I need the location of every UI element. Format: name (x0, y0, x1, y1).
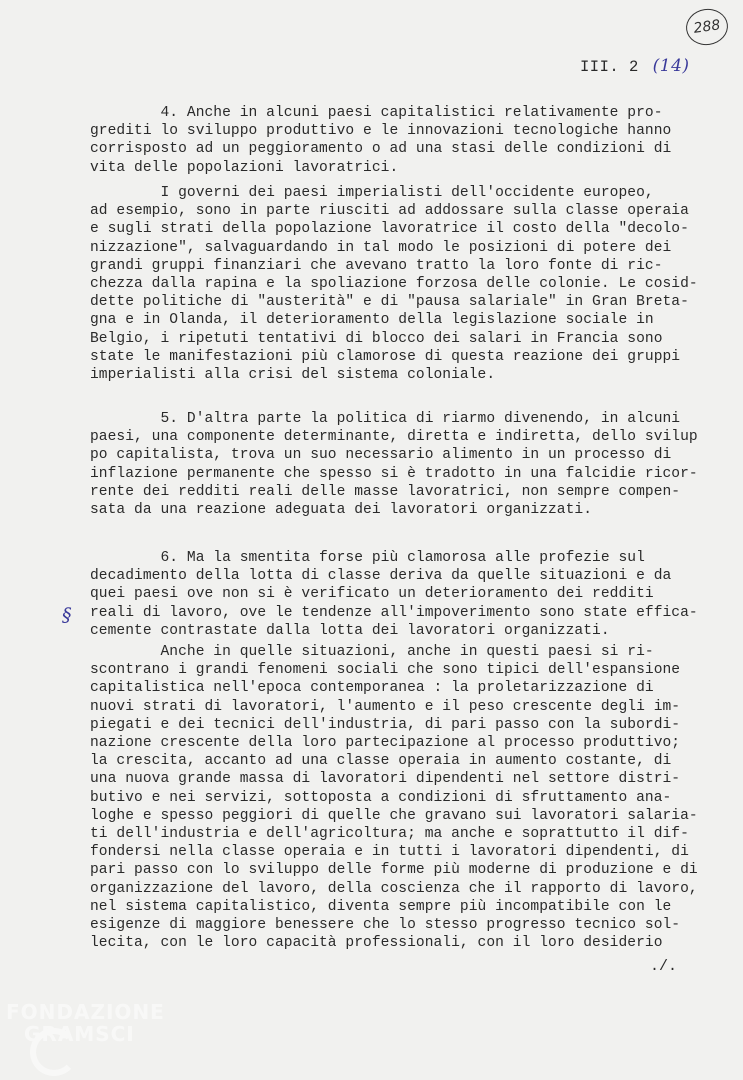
text-line: po capitalista, trova un suo necessario alimento in un processo di (90, 447, 672, 464)
watermark-line-1: FONDAZIONE (6, 1000, 165, 1024)
text-line: chezza dalla rapina e la spoliazione forzosa delle colonie. Le cosid- (90, 276, 698, 293)
text-line: la crescita, accanto ad una classe operaia in aumento costante, di (90, 753, 672, 770)
foundation-watermark (6, 1000, 216, 1070)
text-line: nazione crescente della loro partecipazione al processo produttivo; (90, 735, 681, 752)
text-line: e sugli strati della popolazione lavoratrice il costo della "decolo- (90, 221, 689, 238)
text-line: paesi, una componente determinante, diretta e indiretta, dello svilup (90, 429, 698, 446)
text-line: nizzazione", salvaguardando in tal modo le posizioni di potere dei (90, 239, 672, 256)
continuation-mark: ./. (650, 958, 678, 975)
text-line: gna e in Olanda, il deterioramento della legislazione sociale in (90, 312, 654, 329)
text-line: 6. Ma la smentita forse più clamorosa alle profezie sul (90, 550, 645, 566)
handwritten-page-number: (14) (652, 56, 690, 76)
text-line: organizzazione del lavoro, della coscienza che il rapporto di lavoro, (90, 880, 698, 897)
text-line: scontrano i grandi fenomeni sociali che sono tipici dell'espansione (90, 662, 681, 679)
text-line: capitalistica nell'epoca contemporanea : la proletarizzazione di (90, 680, 654, 697)
handwritten-margin-mark: § (62, 604, 72, 626)
text-line: butivo e nei servizi, sottoposta a condizioni di sfruttamento ana- (90, 789, 672, 806)
text-line: grediti lo sviluppo produttivo e le innovazioni tecnologiche hanno (90, 123, 672, 140)
text-line: inflazione permanente che spesso si è tradotto in una falcidie ricor- (90, 465, 698, 482)
text-line: fondersi nella classe operaia e in tutti i lavoratori dipendenti, di (90, 844, 689, 861)
text-line: ti dell'industria e dell'agricoltura; ma anche e soprattutto il dif- (90, 826, 689, 843)
text-line: grandi gruppi finanziari che avevano tratto la loro fonte di ric- (90, 257, 663, 274)
text-line: esigenze di maggiore benessere che lo stesso progresso tecnico sol- (90, 917, 681, 934)
reference-code: III. 2 (580, 58, 639, 76)
text-line: loghe e spesso peggiori di quelle che gravano sui lavoratori salaria- (90, 807, 698, 824)
text-line: ad esempio, sono in parte riusciti ad addossare sulla classe operaia (90, 203, 689, 220)
paragraph-5 (90, 410, 702, 519)
text-line: sata da una reazione adeguata dei lavoratori organizzati. (90, 502, 593, 519)
text-line: 5. D'altra parte la politica di riarmo divenendo, in alcuni (90, 411, 681, 427)
watermark-line-2: GRAMSCI (24, 1022, 135, 1046)
text-line: piegati e dei tecnici dell'industria, di pari passo con la subordi- (90, 716, 681, 733)
archive-stamp: 288 (684, 6, 731, 47)
text-line: cemente contrastate dalla lotta dei lavoratori organizzati. (90, 622, 610, 639)
watermark-logo-icon (30, 1028, 78, 1076)
text-line: quei paesi ove non si è verificato un deterioramento dei redditi (90, 586, 654, 603)
text-line: rente dei redditi reali delle masse lavoratrici, non sempre compen- (90, 483, 681, 500)
text-line: nuovi strati di lavoratori, l'aumento e il peso crescente degli im- (90, 698, 681, 715)
paragraph-4-continued (90, 184, 702, 384)
text-line: reali di lavoro, ove le tendenze all'impoverimento sono state effica- (90, 604, 698, 621)
text-line: pari passo con lo sviluppo delle forme più moderne di produzione e di (90, 862, 698, 879)
text-line: imperialisti alla crisi del sistema coloniale. (90, 367, 496, 384)
paragraph-6-continued (90, 643, 702, 952)
text-line: vita delle popolazioni lavoratrici. (90, 159, 399, 176)
text-line: nel sistema capitalistico, diventa sempre più incompatibile con le (90, 898, 672, 915)
text-line: decadimento della lotta di classe deriva da quelle situazioni e da (90, 568, 672, 585)
text-line: una nuova grande massa di lavoratori dipendenti nel settore distri- (90, 771, 681, 788)
page-reference (580, 56, 690, 76)
text-line: lecita, con le loro capacità professionali, con il loro desiderio (90, 935, 663, 952)
text-line: Anche in quelle situazioni, anche in questi paesi si ri- (90, 644, 654, 660)
text-line: I governi dei paesi imperialisti dell'occidente europeo, (90, 185, 654, 201)
text-line: dette politiche di "austerità" e di "pausa salariale" in Gran Breta- (90, 294, 689, 311)
paragraph-6 (90, 549, 702, 640)
text-line: 4. Anche in alcuni paesi capitalistici relativamente pro- (90, 105, 663, 121)
text-line: Belgio, i ripetuti tentativi di blocco dei salari in Francia sono (90, 330, 663, 347)
paragraph-4 (90, 104, 702, 177)
text-line: corrisposto ad un peggioramento o ad una stasi delle condizioni di (90, 141, 672, 158)
text-line: state le manifestazioni più clamorose di questa reazione dei gruppi (90, 348, 681, 365)
